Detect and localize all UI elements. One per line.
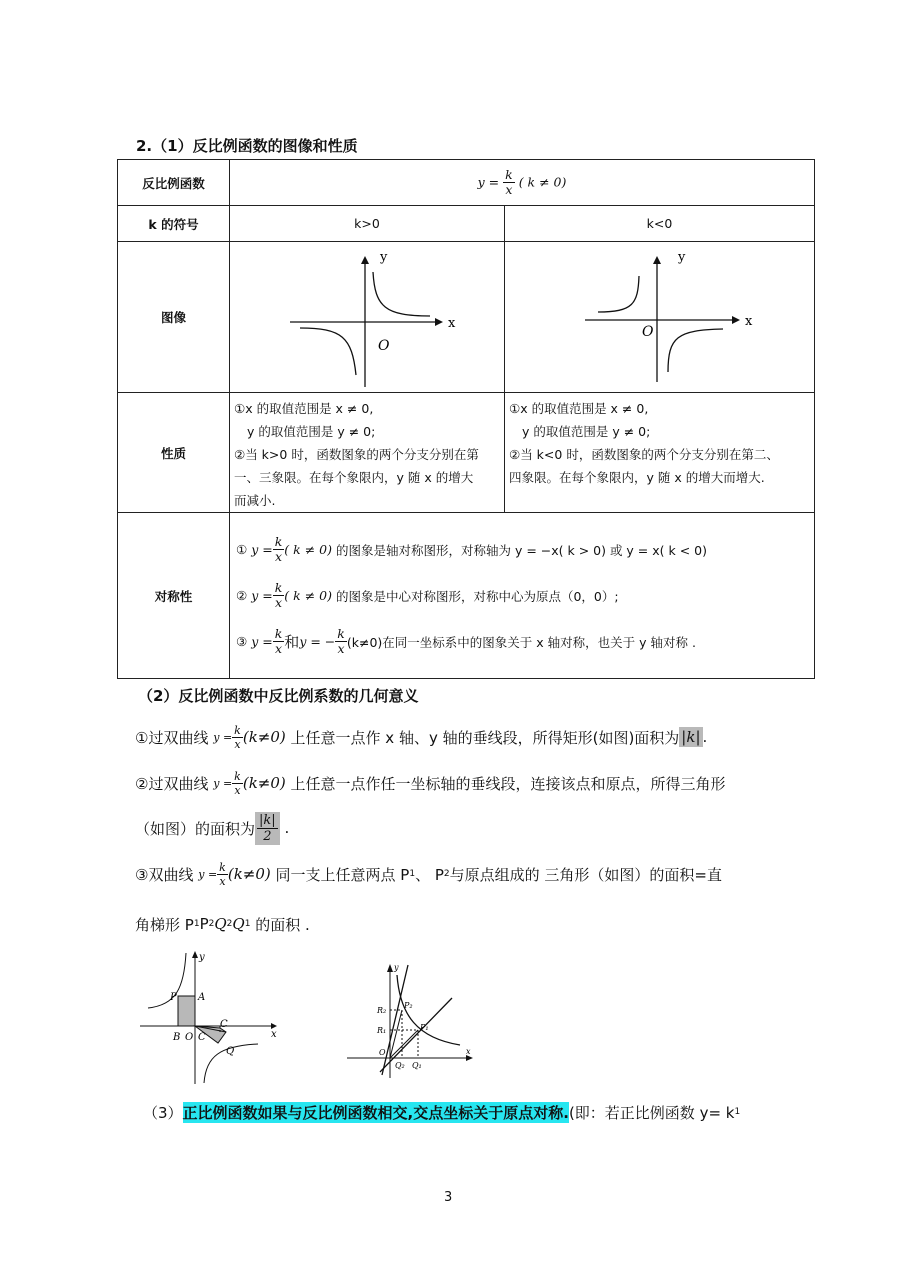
row-label-function: 反比例函数 [118,160,230,206]
property-table [117,159,815,679]
paragraph-4: （3） 正比例函数如果与反比例函数相交,交点坐标关于原点对称. (即：若正比例函数 y= k 1 [143,1103,741,1122]
svg-text:Q₂: Q₂ [395,1061,405,1070]
symmetry-1: ① y = $\frac{k}{x}$ ( k ≠ 0) 的图象是轴对称图形，对称轴为 y = −x( k > 0) 或 y = x( k < 0) [236,533,707,564]
paragraph-3b: 角梯形 P 1 P 2 Q 2 Q 1 的面积 . [135,915,310,934]
graph-k-negative [505,242,815,393]
svg-text:y: y [394,963,399,972]
figure-trapezoid [342,960,477,1080]
hyperbola-graph-negative [505,242,815,392]
highlighted-conclusion: 正比例函数如果与反比例函数相交,交点坐标关于原点对称. [182,1103,569,1122]
svg-text:P₂: P₂ [404,1001,413,1010]
svg-text:C: C [198,1032,206,1043]
row-label-graph: 图像 [118,242,230,393]
k-negative: k<0 [505,206,815,242]
paragraph-3: ③双曲线 y = $\frac{k}{x}$ (k≠0) 同一支上任意两点 P 1 、 P 2 与原点组成的 三角形（如图）的面积=直 [135,860,722,888]
svg-text:O: O [379,1048,386,1057]
k-positive: k>0 [230,206,505,242]
area-value: |k| [681,728,701,746]
svg-text:y: y [380,250,388,265]
part2-title: （2）反比例函数中反比例系数的几何意义 [138,687,419,705]
page-number: 3 [444,1190,453,1205]
row-label-properties: 性质 [118,393,230,513]
paragraph-2: ②过双曲线 y = $\frac{k}{x}$ (k≠0) 上任意一点作任一坐标轴的垂线段，连接该点和原点，所得三角形 [135,769,726,797]
properties-left: ①x 的取值范围是 x ≠ 0, y 的取值范围是 y ≠ 0; ②当 k>0 时，函数图象的两个分支分别在第 一、三象限。在每个象限内，y 随 x 的增大 而减小. [230,393,505,513]
function-formula: y = $\frac{k}{x}$ ( k ≠ 0) [230,160,815,206]
svg-text:P: P [170,992,177,1003]
section-title: 2.（1）反比例函数的图像和性质 [136,137,358,155]
svg-text:C: C [220,1019,228,1030]
paragraph-1: ①过双曲线 y = $\frac{k}{x}$ (k≠0) 上任意一点作 x 轴、y 轴的垂线段，所得矩形(如图)面积为 |k| . [135,723,708,751]
paragraph-2b: （如图）的面积为 $\frac{|k|}{2}$ . [135,812,290,844]
hyperbola-graph-positive [230,242,505,392]
svg-text:x: x [466,1047,471,1056]
svg-text:y: y [199,952,205,963]
svg-text:A: A [198,992,206,1003]
svg-text:Q: Q [226,1046,235,1057]
svg-text:x: x [745,314,753,329]
svg-text:y: y [678,250,686,265]
symmetry-3: ③ y = $\frac{k}{x}$ 和 y = − $\frac{k}{x}$ (k≠0)在同一坐标系中的图象关于 x 轴对称，也关于 y 轴对称 . [236,625,696,656]
graph-k-positive [230,242,505,393]
figure-area-k [138,948,283,1088]
svg-text:Q₁: Q₁ [412,1061,422,1070]
svg-text:R₁: R₁ [377,1026,387,1035]
row-label-symmetry: 对称性 [118,513,230,679]
svg-text:O: O [642,324,654,340]
symmetry-cell [230,513,815,679]
svg-text:B: B [173,1032,181,1043]
svg-text:R₂: R₂ [377,1006,387,1015]
row-label-k-sign: k 的符号 [118,206,230,242]
properties-right: ①x 的取值范围是 x ≠ 0, y 的取值范围是 y ≠ 0; ②当 k<0 时，函数图象的两个分支分别在第二、 四象限。在每个象限内，y 随 x 的增大而增大. [505,393,815,513]
svg-text:x: x [448,316,456,331]
svg-text:O: O [378,338,390,354]
symmetry-2: ② y = $\frac{k}{x}$ ( k ≠ 0) 的图象是中心对称图形，对称中心为原点（0，0）; [236,579,619,610]
svg-text:P₁: P₁ [420,1023,429,1032]
svg-text:O: O [185,1032,194,1043]
svg-text:x: x [271,1029,277,1040]
